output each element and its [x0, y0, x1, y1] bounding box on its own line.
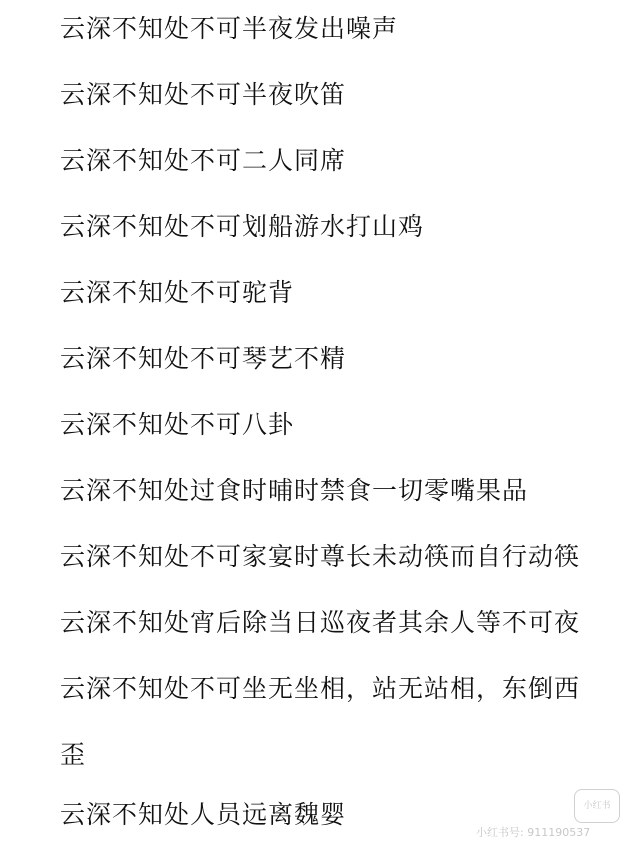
rule-line-10: 云深不知处宵后除当日巡夜者其余人等不可夜 [60, 608, 581, 637]
rule-line-6: 云深不知处不可琴艺不精 [60, 344, 347, 373]
watermark [476, 789, 626, 839]
rule-line-11: 云深不知处不可坐无坐相，站无站相，东倒西 [60, 674, 581, 703]
rule-line-11-continued: 歪 [60, 740, 87, 769]
rule-line-3: 云深不知处不可二人同席 [60, 146, 347, 175]
watermark-id: 小红书号: 911190537 [476, 826, 591, 839]
rule-line-12: 云深不知处人员远离魏婴 [60, 800, 347, 829]
rule-line-8: 云深不知处过食时晡时禁食一切零嘴果品 [60, 476, 529, 505]
rule-line-7: 云深不知处不可八卦 [60, 410, 295, 439]
xiaohongshu-logo-icon: 小红书 [574, 789, 620, 823]
rule-line-9: 云深不知处不可家宴时尊长未动筷而自行动筷 [60, 542, 581, 571]
rule-line-2: 云深不知处不可半夜吹笛 [60, 80, 347, 109]
rule-line-4: 云深不知处不可划船游水打山鸡 [60, 212, 425, 241]
rule-line-1: 云深不知处不可半夜发出噪声 [60, 14, 399, 43]
rule-line-5: 云深不知处不可驼背 [60, 278, 295, 307]
